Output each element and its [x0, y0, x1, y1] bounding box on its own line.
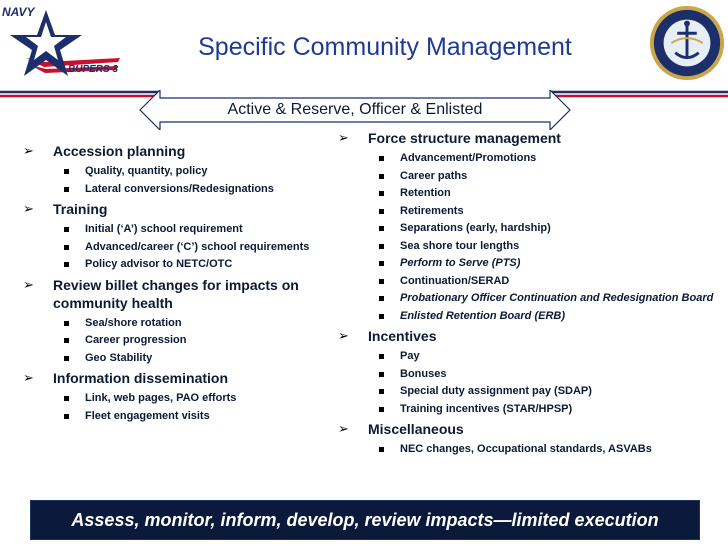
navy-logo-text: NAVY: [2, 5, 35, 19]
list-item: Career paths: [368, 168, 723, 186]
list-item: Training incentives (STAR/HPSP): [368, 401, 723, 419]
list-item: Policy advisor to NETC/OTC: [53, 256, 343, 274]
bupers-logo-text: BUPERS 3: [68, 64, 119, 75]
list-item: ➢ Incentives Pay Bonuses Special duty assignment pay (SDAP) Training incentives (STAR/HPSP): [338, 327, 723, 418]
list-item: NEC changes, Occupational standards, ASVABs: [368, 441, 723, 459]
list-item: Separations (early, hardship): [368, 220, 723, 238]
list-item: ➢ Miscellaneous NEC changes, Occupational standards, ASVABs: [338, 420, 723, 459]
list-item: Pay: [368, 348, 723, 366]
banner-label: Active & Reserve, Officer & Enlisted: [227, 101, 483, 118]
list-item: Advanced/career (‘C’) school requirements: [53, 239, 343, 257]
list-item: Lateral conversions/Redesignations: [53, 181, 343, 199]
list-item: Link, web pages, PAO efforts: [53, 390, 343, 408]
list-item: Sea/shore rotation: [53, 315, 343, 333]
list-item: Probationary Officer Continuation and Redesignation Board: [368, 290, 723, 308]
navy-seal-icon: [648, 4, 726, 82]
list-item: Bonuses: [368, 366, 723, 384]
list-item: Retention: [368, 185, 723, 203]
list-item: ➢ Training Initial (‘A’) school requirement Advanced/career (‘C’) school requirements Policy advisor to NETC/OTC: [23, 200, 343, 274]
list-item: Sea shore tour lengths: [368, 238, 723, 256]
list-item: ➢ Review billet changes for impacts on community health Sea/shore rotation Career progression Geo Stability: [23, 276, 343, 368]
right-column-list: [338, 128, 723, 461]
list-item: Continuation/SERAD: [368, 273, 723, 291]
list-item: Special duty assignment pay (SDAP): [368, 383, 723, 401]
footer-banner: Assess, monitor, inform, develop, review impacts—limited execution: [30, 500, 700, 540]
list-item: Enlisted Retention Board (ERB): [368, 308, 723, 326]
list-item: Career progression: [53, 332, 343, 350]
list-item: Fleet engagement visits: [53, 408, 343, 426]
list-item: ➢ Information dissemination Link, web pages, PAO efforts Fleet engagement visits: [23, 369, 343, 425]
list-item: Geo Stability: [53, 350, 343, 368]
left-column-list: [23, 141, 343, 427]
navy-bupers-logo: [0, 0, 140, 90]
page-title: Specific Community Management: [198, 33, 572, 61]
list-item: Perform to Serve (PTS): [368, 255, 723, 273]
list-item: Advancement/Promotions: [368, 150, 723, 168]
list-item: ➢ Force structure management Advancement/Promotions Career paths Retention Retirements Separations (early, hardship) Sea shore tour lengths Perform to Serve (PTS) Continuation/SERAD Probationary Officer Continuation and Redesignation Board Enlisted Retention Board (ERB): [338, 129, 723, 325]
list-item: Initial (‘A’) school requirement: [53, 221, 343, 239]
list-item: ➢ Accession planning Quality, quantity, policy Lateral conversions/Redesignations: [23, 142, 343, 198]
list-item: Retirements: [368, 203, 723, 221]
list-item: Quality, quantity, policy: [53, 163, 343, 181]
